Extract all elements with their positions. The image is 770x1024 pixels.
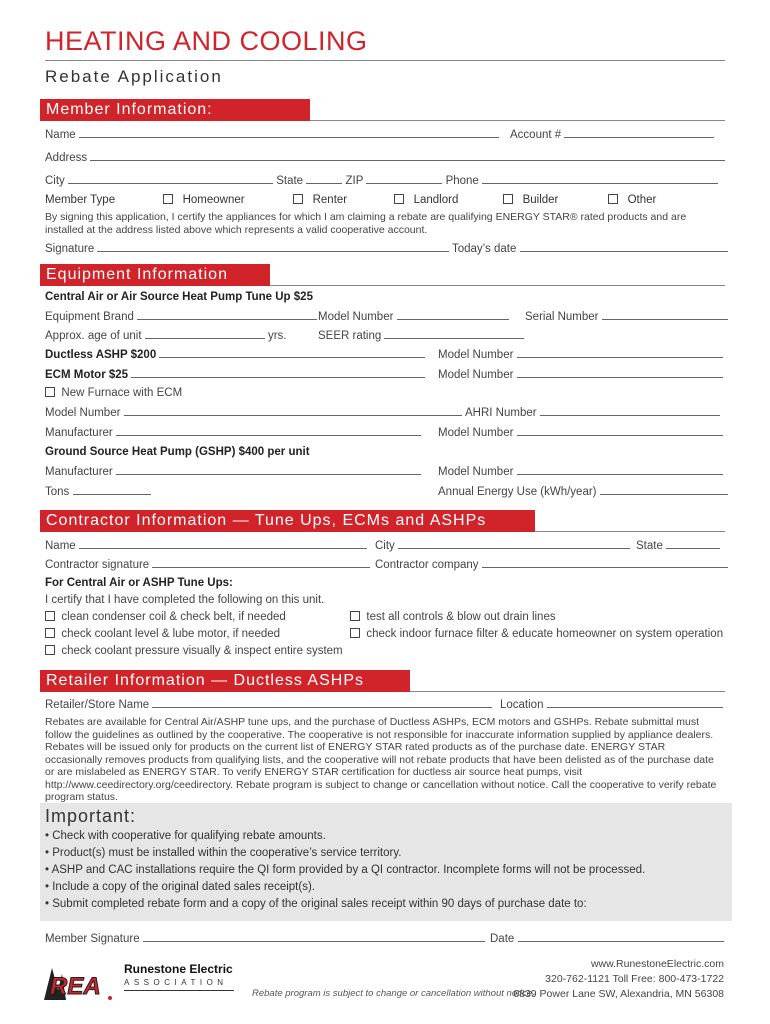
member-name-row (45, 128, 499, 141)
city-row (45, 174, 718, 187)
city-label: City (45, 175, 65, 187)
ductless-model-field[interactable] (517, 348, 723, 358)
zip-label: ZIP (345, 175, 364, 187)
important-bullet: • ASHP and CAC installations require the QI form provided by a QI contractor. Incomplete forms will not be processed. (45, 864, 646, 876)
todays-date-field[interactable] (520, 242, 728, 252)
retailer-section-rule (410, 691, 725, 692)
equipment-brand-row (45, 310, 317, 323)
checkbox[interactable] (45, 611, 55, 621)
logo-sub: ASSOCIATION (124, 978, 228, 987)
member-signature-label: Member Signature (45, 933, 140, 945)
store-name-row (45, 698, 492, 711)
tons-label: Tons (45, 486, 70, 498)
ecm-model-row (438, 368, 723, 381)
central-model-label: Model Number (318, 311, 394, 323)
important-bullet: • Product(s) must be installed within the cooperative’s service territory. (45, 847, 402, 859)
location-row (500, 698, 723, 711)
member-type-builder[interactable] (503, 194, 558, 206)
furnace-model-field[interactable] (124, 406, 462, 416)
check-item[interactable] (350, 628, 723, 640)
furnace-model2-field[interactable] (517, 426, 723, 436)
member-type-renter[interactable] (293, 194, 347, 206)
contractor-signature-row (45, 558, 370, 571)
contractor-company-label: Contractor company (375, 559, 479, 571)
member-signature-row (45, 932, 485, 945)
contractor-city-label: City (375, 540, 395, 552)
age-field[interactable] (145, 329, 265, 339)
check-item-label: clean condenser coil & check belt, if needed (61, 611, 286, 623)
ductless-model-row (438, 348, 723, 361)
member-section-header: Member Information: (40, 99, 310, 121)
gshp-heading: Ground Source Heat Pump (GSHP) $400 per unit (45, 446, 310, 458)
important-bullet: • Submit completed rebate form and a copy of the original sales receipt within 90 days of purchase date to: (45, 898, 587, 910)
contractor-city-field[interactable] (398, 539, 630, 549)
contractor-name-label: Name (45, 540, 76, 552)
check-item-label: check indoor furnace filter & educate homeowner on system operation (366, 628, 724, 640)
central-model-field[interactable] (397, 310, 509, 320)
page-title: HEATING AND COOLING (45, 26, 368, 56)
footer-notice: Rebate program is subject to change or cancellation without notice. (252, 988, 535, 999)
renter-checkbox[interactable] (293, 194, 303, 204)
zip-field[interactable] (366, 174, 442, 184)
checkbox[interactable] (45, 645, 55, 655)
ecm-model-label: Model Number (438, 369, 514, 381)
logo-name: Runestone Electric (124, 962, 233, 976)
logo-rule (124, 990, 234, 991)
signature-row (45, 242, 449, 255)
runestone-logo (42, 960, 242, 1004)
address-label: Address (45, 152, 88, 164)
furnace-model2-row (438, 426, 723, 439)
furnace-model-row (45, 406, 462, 419)
central-model-row (318, 310, 509, 323)
state-field[interactable] (306, 174, 342, 184)
footer-phone: 320-762-1121 Toll Free: 800-473-1722 (545, 973, 724, 985)
equipment-brand-label: Equipment Brand (45, 311, 134, 323)
new-furnace-option[interactable] (45, 387, 182, 399)
footer-address: 6839 Power Lane SW, Alexandria, MN 56308 (513, 988, 724, 1000)
furnace-manufacturer-row (45, 426, 421, 439)
contractor-section-rule (535, 531, 725, 532)
location-label: Location (500, 699, 544, 711)
gshp-model-field[interactable] (517, 465, 723, 475)
ductless-model-label: Model Number (438, 349, 514, 361)
member-type-other[interactable] (608, 194, 656, 206)
name-label: Name (45, 129, 76, 141)
member-type-label: Member Type (45, 194, 116, 206)
landlord-checkbox[interactable] (394, 194, 404, 204)
furnace-manufacturer-label: Manufacturer (45, 427, 113, 439)
age-label: Approx. age of unit (45, 330, 142, 342)
signature-label: Signature (45, 243, 95, 255)
contractor-section-header: Contractor Information — Tune Ups, ECMs and ASHPs (40, 510, 535, 532)
other-checkbox[interactable] (608, 194, 618, 204)
title-divider (45, 60, 725, 61)
phone-field[interactable] (482, 174, 718, 184)
annual-energy-row (438, 485, 728, 498)
ahri-label: AHRI Number (465, 407, 537, 419)
furnace-manufacturer-field[interactable] (116, 426, 421, 436)
equipment-section-rule (270, 285, 725, 286)
tons-field[interactable] (73, 485, 151, 495)
yrs-label: yrs. (267, 330, 287, 342)
gshp-model-label: Model Number (438, 466, 514, 478)
homeowner-label: Homeowner (182, 194, 245, 206)
checkbox[interactable] (45, 628, 55, 638)
check-item-label: check coolant pressure visually & inspect entire system (61, 645, 343, 657)
contractor-state-field[interactable] (666, 539, 720, 549)
annual-energy-label: Annual Energy Use (kWh/year) (438, 486, 597, 498)
member-type-homeowner[interactable] (163, 194, 245, 206)
contractor-company-field[interactable] (482, 558, 728, 568)
todays-date-label: Today’s date (452, 243, 517, 255)
contractor-company-row (375, 558, 728, 571)
new-furnace-checkbox[interactable] (45, 387, 55, 397)
certification-text: By signing this application, I certify the appliances for which I am claiming a rebate are qualifying ENERGY STAR® rated products and are installed at the address listed above which represents a valid cooperative account. (45, 211, 687, 236)
annual-energy-field[interactable] (600, 485, 728, 495)
furnace-model-label: Model Number (45, 407, 121, 419)
member-section-rule (310, 120, 725, 121)
new-furnace-label: New Furnace with ECM (61, 387, 183, 399)
page-subtitle: Rebate Application (45, 67, 223, 86)
ductless-label: Ductless ASHP $200 (45, 349, 157, 361)
equipment-brand-field[interactable] (137, 310, 317, 320)
gshp-manufacturer-label: Manufacturer (45, 466, 113, 478)
check-item-label: test all controls & blow out drain lines (366, 611, 556, 623)
signature-field[interactable] (97, 242, 449, 252)
serial-label: Serial Number (525, 311, 599, 323)
certify-text: I certify that I have completed the following on this unit. (45, 594, 325, 606)
landlord-label: Landlord (413, 194, 459, 206)
contractor-state-row (636, 539, 720, 552)
address-row (45, 151, 725, 164)
gshp-manufacturer-field[interactable] (116, 465, 421, 475)
member-date-label: Date (490, 933, 515, 945)
tuneups-heading: For Central Air or ASHP Tune Ups: (45, 577, 233, 589)
retailer-section-header: Retailer Information — Ductless ASHPs (40, 670, 410, 692)
ahri-field[interactable] (540, 406, 720, 416)
member-signature-field[interactable] (143, 932, 485, 942)
footer-website[interactable]: www.RunestoneElectric.com (590, 958, 724, 970)
equipment-section-header: Equipment Information (40, 264, 270, 286)
checkbox[interactable] (350, 611, 360, 621)
ecm-field[interactable] (131, 368, 425, 378)
ecm-row (45, 368, 425, 381)
check-item[interactable] (45, 611, 286, 623)
tons-row (45, 485, 151, 498)
member-date-field[interactable] (518, 932, 724, 942)
age-row (45, 329, 286, 342)
account-field[interactable] (564, 128, 714, 138)
seer-field[interactable] (384, 329, 524, 339)
serial-field[interactable] (602, 310, 728, 320)
seer-row (318, 329, 524, 342)
store-name-field[interactable] (152, 698, 492, 708)
contractor-state-label: State (636, 540, 663, 552)
location-field[interactable] (547, 698, 723, 708)
account-row (510, 128, 714, 141)
member-date-row (490, 932, 724, 945)
other-label: Other (627, 194, 657, 206)
gshp-manufacturer-row (45, 465, 421, 478)
contractor-city-row (375, 539, 630, 552)
name-field[interactable] (79, 128, 499, 138)
ductless-field[interactable] (159, 348, 425, 358)
builder-checkbox[interactable] (503, 194, 513, 204)
contractor-name-field[interactable] (79, 539, 367, 549)
state-label: State (276, 175, 304, 187)
ductless-row (45, 348, 425, 361)
renter-label: Renter (312, 194, 348, 206)
store-name-label: Retailer/Store Name (45, 699, 150, 711)
contractor-signature-field[interactable] (152, 558, 370, 568)
central-air-heading: Central Air or Air Source Heat Pump Tune Up $25 (45, 291, 313, 303)
ecm-model-field[interactable] (517, 368, 723, 378)
phone-label: Phone (445, 175, 479, 187)
ahri-row (465, 406, 720, 419)
check-item[interactable] (45, 645, 343, 657)
important-bullet: • Check with cooperative for qualifying rebate amounts. (45, 830, 326, 842)
contractor-name-row (45, 539, 367, 552)
homeowner-checkbox[interactable] (163, 194, 173, 204)
member-type-landlord[interactable] (394, 194, 458, 206)
check-item[interactable] (350, 611, 556, 623)
disclaimer-text: Rebates are available for Central Air/ASHP tune ups, and the purchase of Ductless ASHPs, ECM motors and GSHPs. Rebate submittal must follow the guidelines as outlined by the cooperative. The cooperative is not responsible for inaccurate information supplied by appliance dealers. Rebates will be issued only for products on the current list of ENERGY STAR rated products as of the purchase date. ENERGY STAR occasionally removes products from qualifying lists, and the cooperative will not rebate products that have been delisted as of the purchase date or are mislabeled as ENERGY STAR. To verify ENERGY STAR certification for ductless air source heat pumps, visit http://www.ceedirectory.org/ceedirectory. Rebate program is subject to change or cancellation without notice. Call the cooperative to verify rebate program status. (45, 716, 717, 803)
check-item[interactable] (45, 628, 280, 640)
logo-letters: REA (50, 973, 101, 1000)
address-field[interactable] (90, 151, 725, 161)
check-item-label: check coolant level & lube motor, if needed (61, 628, 281, 640)
todays-date-row (452, 242, 728, 255)
important-title: Important: (45, 806, 137, 826)
furnace-model2-label: Model Number (438, 427, 514, 439)
gshp-model-row (438, 465, 723, 478)
seer-label: SEER rating (318, 330, 382, 342)
important-bullet: • Include a copy of the original dated sales receipt(s). (45, 881, 315, 893)
city-field[interactable] (68, 174, 273, 184)
builder-label: Builder (522, 194, 559, 206)
serial-row (525, 310, 728, 323)
ecm-label: ECM Motor $25 (45, 369, 129, 381)
contractor-signature-label: Contractor signature (45, 559, 150, 571)
checkbox[interactable] (350, 628, 360, 638)
account-label: Account # (510, 129, 562, 141)
